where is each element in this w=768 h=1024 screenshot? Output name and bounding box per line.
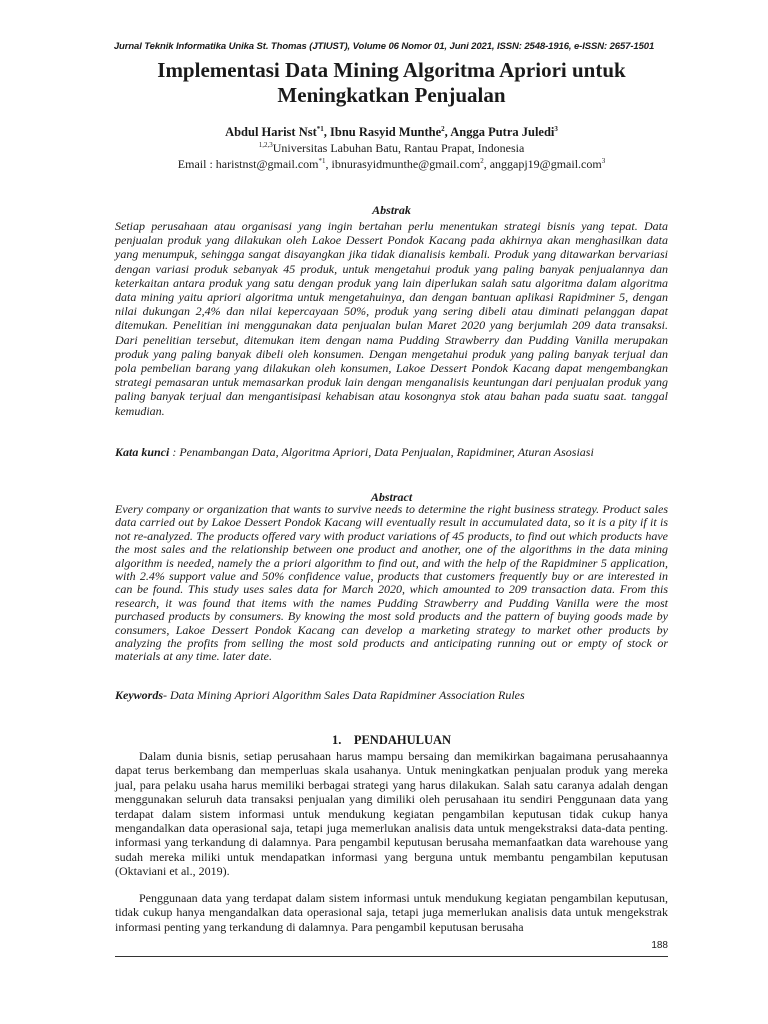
- author-superscript: 3: [554, 124, 558, 133]
- email-superscript: 3: [601, 157, 606, 165]
- title-line-2: Meningkatkan Penjualan: [277, 83, 506, 107]
- keywords-text: - Data Mining Apriori Algorithm Sales Data Rapidminer Association Rules: [163, 688, 525, 702]
- keywords: [115, 688, 668, 703]
- body-paragraph: Penggunaan data yang terdapat dalam sistem informasi untuk mendukung kegiatan pengambilan keputusan, tidak cukup hanya mengandalkan data operasional saja, tetapi juga memerlukan analisis data untuk mengekstrak informasi penting yang terkandung di dalamnya. Para pengambil keputusan berusaha: [115, 891, 668, 934]
- abstrak-text: Setiap perusahaan atau organisasi yang ingin bertahan perlu menentukan strategi bisnis yang tepat. Data penjualan produk yang dilakukan oleh Lakoe Dessert Pondok Kacang pada akhirnya akan menghasilkan data yang menumpuk, sehingga sangat disayangkan jika tidak dianalisis kembali. Produk yang ditawarkan bervariasi dengan variasi produk sebanyak 45 produk, untuk mengetahui produk yang paling banyak penjualannya dan keterkaitan antara produk yang satu dengan produk yang lain diperlukan salah satu algoritma dalam algoritma data mining yaitu apriori algoritma untuk mengetahuinya, dan dengan bantuan aplikasi Rapidminer 5, dengan nilai dukungan 2,4% dan nilai kepercayaan 50%, produk yang sering dibeli atau diminati pelanggan dapat ditemukan. Penelitian ini menggunakan data penjualan bulan Maret 2020 yang berjumlah 209 data transaksi. Dari penelitian tersebut, ditemukan item dengan nama Pudding Strawberry dan Pudding Vanilla merupakan produk yang paling banyak dibeli oleh konsumen. Dengan mengetahui produk yang paling banyak terjual dan pola pembelian barang yang dilakukan oleh konsumen, Lakoe Dessert Pondok Kacang dapat mengembangkan strategi pemasaran untuk memasarkan produk lain dengan menganalisis keuntungan dari penjualan produk yang paling banyak terjual dan mengantisipasi kehabisan atau kosongnya stok atau bahan pada suatu saat. tanggal kemudian.: [115, 219, 668, 418]
- affiliation-text: Universitas Labuhan Batu, Rantau Prapat, Indonesia: [272, 141, 525, 155]
- footer-rule: [115, 956, 668, 957]
- abstract-heading: Abstract: [370, 490, 413, 504]
- author-list: Abdul Harist Nst$^{*1}$, Ibnu Rasyid Munthe$^2$, Angga Putra Juledi$^3$: [225, 124, 558, 139]
- keywords-label: Keywords: [115, 688, 163, 702]
- email-address[interactable]: haristnst@gmail.com: [215, 157, 319, 171]
- kata-kunci: [115, 445, 668, 460]
- kata-kunci-label: Kata kunci: [115, 445, 170, 459]
- author-superscript: 2: [441, 124, 445, 133]
- affiliation: [115, 141, 668, 156]
- journal-header: Jurnal Teknik Informatika Unika St. Thomas (JTIUST), Volume 06 Nomor 01, Juni 2021, ISSN: 2548-1916, e-ISSN: 2657-1501: [113, 41, 655, 52]
- kata-kunci-text: : Penambangan Data, Algoritma Apriori, Data Penjualan, Rapidminer, Aturan Asosiasi: [169, 445, 594, 459]
- author-name: Abdul Harist Nst: [225, 125, 317, 139]
- author-name: Angga Putra Juledi: [450, 125, 555, 139]
- author-name: Ibnu Rasyid Munthe: [330, 125, 442, 139]
- email-address[interactable]: ibnurasyidmunthe@gmail.com: [331, 157, 481, 171]
- abstract-text: Every company or organization that wants to survive needs to determine the right business strategy. Product sales data carried out by Lakoe Dessert Pondok Kacang will eventually result in accumulated data, so it is a pity if it is not re-analyzed. The products offered vary with product variations of 45 products, to find out which products have the most sales and the relationship between one product and another, one of the algorithms in the data mining algorithm is needed, namely the a priori algorithm to find out, and with the help of the Rapidminer 5 application, with 2.4% support value and 50% confidence value, products that customers frequently buy or are interested in can be found. This study uses sales data for March 2020, which amounted to 209 transaction data. From this research, it was found that items with the names Pudding Strawberry and Pudding Vanilla were the most purchased products by consumers. By knowing the most sold products and the pattern of buying goods made by consumers, Lakoe Dessert Pondok Kacang can develop a marketing strategy to market other products by analyzing the profits from selling the most sold products and anticipating running out or empty of stock or materials at any time. later date.: [115, 502, 668, 664]
- email-line: Email : haristnst@gmail.com$^{*1}$, ibnurasyidmunthe@gmail.com$^2$, anggapj19@gmail.com$^3$: [177, 157, 606, 171]
- email-superscript: *1: [318, 157, 326, 165]
- abstrak-heading: Abstrak: [372, 203, 411, 217]
- paper-title: [115, 58, 668, 108]
- affiliation-superscript: 1,2,3: [258, 141, 273, 149]
- section-heading: 1. PENDAHULUAN: [331, 733, 452, 747]
- author-superscript: *1: [316, 124, 324, 133]
- title-line-1: Implementasi Data Mining Algoritma Apriori untuk: [157, 58, 626, 82]
- email-superscript: 2: [480, 157, 484, 165]
- page-number: 188: [651, 940, 668, 951]
- email-address[interactable]: anggapj19@gmail.com: [489, 157, 602, 171]
- email-label: Email :: [177, 157, 216, 171]
- body-paragraph: Dalam dunia bisnis, setiap perusahaan harus mampu bersaing dan memikirkan bagaimana perusahaannya dapat terus berkembang dan memperluas skala usahanya. Untuk meningkatkan penjualan produk yang mereka jual, para pelaku usaha harus memiliki berbagai strategi yang harus dilakukan. Salah satu caranya adalah dengan menggunakan seluruh data transaksi penjualan yang dimiliki oleh perusahaan itu sendiri Penggunaan data yang terdapat dalam sistem informasi untuk mendukung kegiatan pengambilan keputusan tidak cukup hanya mengandalkan data operasional saja, tetapi juga memerlukan analisis data untuk mengekstraksi data-data penting. informasi yang terkandung di dalamnya. Para pengambil keputusan berusaha memanfaatkan data warehouse yang sudah mereka miliki untuk mendapatkan informasi yang berguna untuk membantu pengambilan keputusan (Oktaviani et al., 2019).: [115, 749, 668, 879]
